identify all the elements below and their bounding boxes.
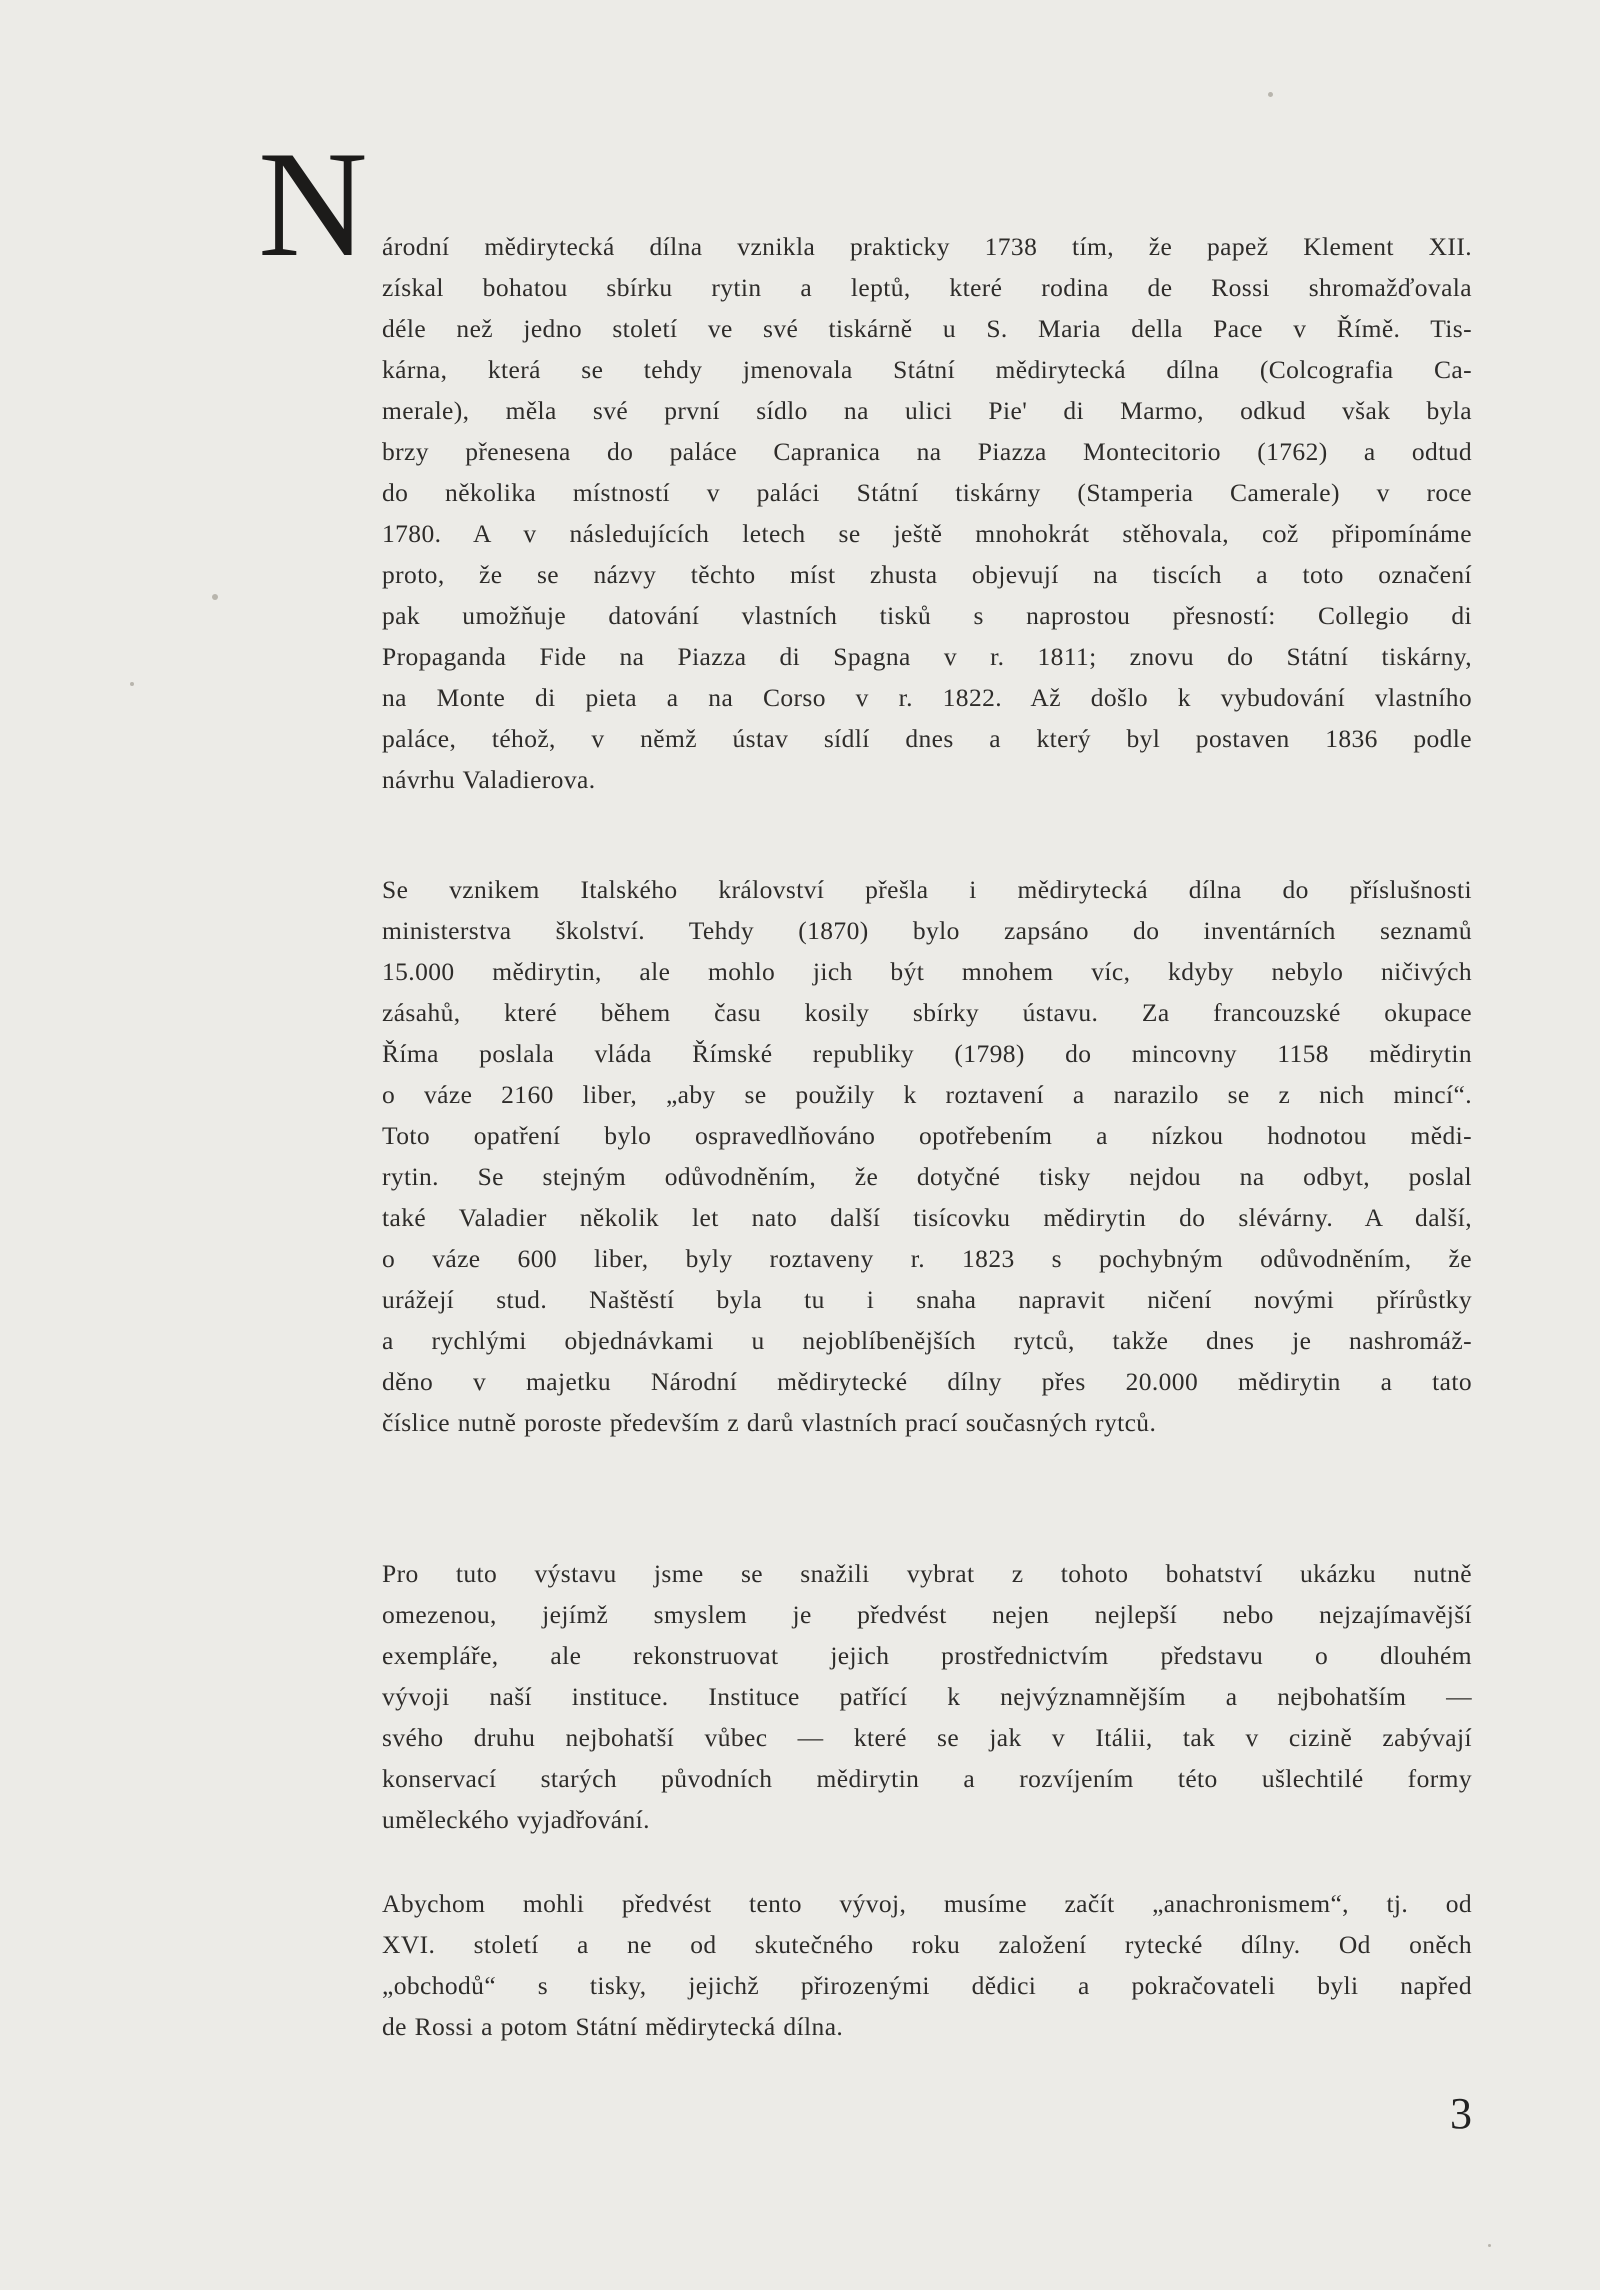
paper-speck	[212, 594, 218, 600]
text-line: exempláře, ale rekonstruovat jejich prostřednictvím představu o dlouhém	[382, 1641, 1472, 1670]
text-line: na Monte di pieta a na Corso v r. 1822. Až došlo k vybudování vlastního	[382, 683, 1472, 712]
text-line: Říma poslala vláda Římské republiky (1798) do mincovny 1158 mědirytin	[382, 1039, 1472, 1068]
text-line: omezenou, jejímž smyslem je předvést nejen nejlepší nebo nejzajímavější	[382, 1600, 1472, 1629]
text-line: Se vznikem Italského království přešla i mědirytecká dílna do příslušnosti	[382, 875, 1472, 904]
text-line: návrhu Valadierova.	[382, 765, 596, 794]
text-line: XVI. století a ne od skutečného roku založení rytecké dílny. Od oněch	[382, 1930, 1472, 1959]
text-line: Pro tuto výstavu jsme se snažili vybrat z tohoto bohatství ukázku nutně	[382, 1559, 1472, 1588]
text-line: uměleckého vyjadřování.	[382, 1805, 650, 1834]
text-line: konservací starých původních mědirytin a rozvíjením této ušlechtilé formy	[382, 1764, 1472, 1793]
text-line: Propaganda Fide na Piazza di Spagna v r. 1811; znovu do Státní tiskárny,	[382, 642, 1472, 671]
paper-speck	[1488, 2244, 1491, 2247]
text-line: proto, že se názvy těchto míst zhusta objevují na tiscích a toto označení	[382, 560, 1472, 589]
text-line: děno v majetku Národní mědirytecké dílny přes 20.000 mědirytin a tato	[382, 1367, 1472, 1396]
paragraph-3	[382, 1553, 1472, 1840]
text-line: také Valadier několik let nato další tisícovku mědirytin do slévárny. A další,	[382, 1203, 1472, 1232]
page-number: 3	[1450, 2089, 1472, 2138]
text-line: číslice nutně poroste především z darů vlastních prací současných rytců.	[382, 1408, 1157, 1437]
text-line: získal bohatou sbírku rytin a leptů, které rodina de Rossi shromažďovala	[382, 273, 1472, 302]
text-line: do několika místností v paláci Státní tiskárny (Stamperia Camerale) v roce	[382, 478, 1472, 507]
text-line: ministerstva školství. Tehdy (1870) bylo zapsáno do inventárních seznamů	[382, 916, 1472, 945]
text-line: merale), měla své první sídlo na ulici Pie' di Marmo, odkud však byla	[382, 396, 1472, 425]
text-line: déle než jedno století ve své tiskárně u S. Maria della Pace v Římě. Tis-	[382, 314, 1472, 343]
text-line: kárna, která se tehdy jmenovala Státní mědirytecká dílna (Colcografia Ca-	[382, 355, 1472, 384]
paper-speck	[130, 682, 134, 686]
text-line: Abychom mohli předvést tento vývoj, musíme začít „anachronismem“, tj. od	[382, 1889, 1472, 1918]
paragraph-2	[382, 869, 1472, 1443]
text-line: rytin. Se stejným odůvodněním, že dotyčné tisky nejdou na odbyt, poslal	[382, 1162, 1472, 1191]
text-line: vývoji naší instituce. Instituce patřící k nejvýznamnějším a nejbohatším —	[382, 1682, 1472, 1711]
text-line: o váze 2160 liber, „aby se použily k roztavení a narazilo se z nich mincí“.	[382, 1080, 1472, 1109]
paragraph-1	[382, 226, 1472, 800]
text-line: árodní mědirytecká dílna vznikla prakticky 1738 tím, že papež Klement XII.	[382, 232, 1472, 261]
text-line: svého druhu nejbohatší vůbec — které se jak v Itálii, tak v cizině zabývají	[382, 1723, 1472, 1752]
text-line: paláce, téhož, v němž ústav sídlí dnes a který byl postaven 1836 podle	[382, 724, 1472, 753]
text-line: zásahů, které během času kosily sbírky ústavu. Za francouzské okupace	[382, 998, 1472, 1027]
text-line: pak umožňuje datování vlastních tisků s naprostou přesností: Collegio di	[382, 601, 1472, 630]
text-line: Toto opatření bylo ospravedlňováno opotřebením a nízkou hodnotou mědi-	[382, 1121, 1472, 1150]
paragraph-4	[382, 1883, 1472, 2047]
text-line: de Rossi a potom Státní mědirytecká dílna.	[382, 2012, 844, 2041]
drop-cap: N	[258, 120, 368, 288]
text-line: urážejí stud. Naštěstí byla tu i snaha napravit ničení novými přírůstky	[382, 1285, 1472, 1314]
text-line: o váze 600 liber, byly roztaveny r. 1823 s pochybným odůvodněním, že	[382, 1244, 1472, 1273]
text-line: 1780. A v následujících letech se ještě mnohokrát stěhovala, což připomínáme	[382, 519, 1472, 548]
text-line: brzy přenesena do paláce Capranica na Piazza Montecitorio (1762) a odtud	[382, 437, 1472, 466]
paper-speck	[1268, 92, 1273, 97]
text-line: 15.000 mědirytin, ale mohlo jich být mnohem víc, kdyby nebylo ničivých	[382, 957, 1472, 986]
text-line: „obchodů“ s tisky, jejichž přirozenými dědici a pokračovateli byli napřed	[382, 1971, 1472, 2000]
text-line: a rychlými objednávkami u nejoblíbenějších rytců, takže dnes je nashromáž-	[382, 1326, 1472, 1355]
